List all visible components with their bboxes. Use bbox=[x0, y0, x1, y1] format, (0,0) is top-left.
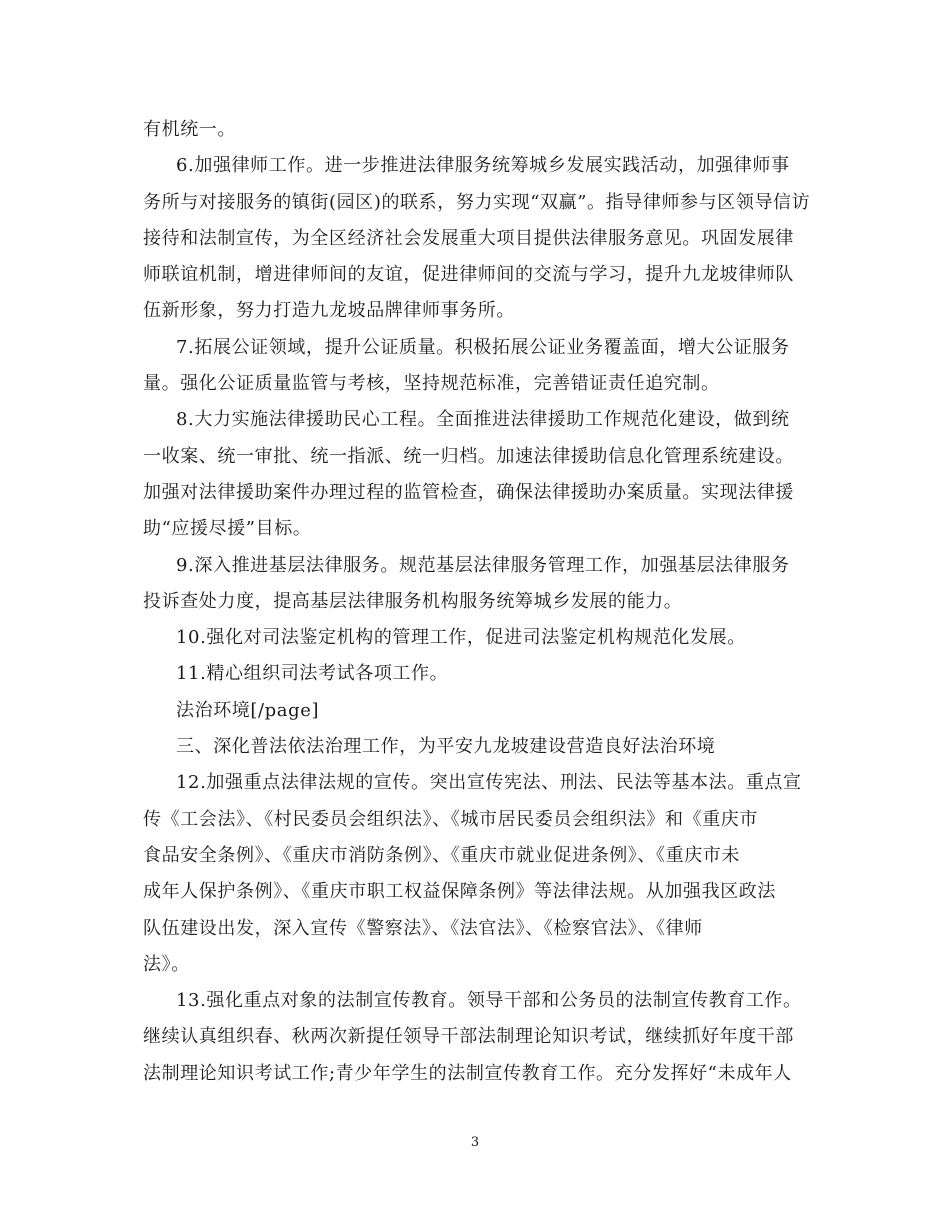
text-line: 10.强化对司法鉴定机构的管理工作，促进司法鉴定机构规范化发展。 bbox=[176, 627, 746, 649]
text-line: 6.加强律师工作。进一步推进法律服务统筹城乡发展实践活动，加强律师事 bbox=[176, 155, 790, 177]
document-body bbox=[143, 112, 811, 1092]
text-line: 12.加强重点法律法规的宣传。突出宣传宪法、刑法、民法等基本法。重点宣 bbox=[176, 772, 802, 794]
text-line: 7.拓展公证领域，提升公证质量。积极拓展公证业务覆盖面，增大公证服务 bbox=[176, 336, 790, 358]
page-number: 3 bbox=[470, 1135, 480, 1150]
text-line: 法制理论知识考试工作;青少年学生的法制宣传教育工作。充分发挥好“未成年人 bbox=[143, 1062, 792, 1084]
text-line: 法》。 bbox=[143, 953, 190, 975]
text-line: 量。强化公证质量监管与考核，坚持规范标准，完善错证责任追究制。 bbox=[143, 373, 720, 395]
text-line: 8.大力实施法律援助民心工程。全面推进法律援助工作规范化建设，做到统 bbox=[176, 409, 790, 431]
text-line: 有机统一。 bbox=[143, 119, 236, 140]
text-line: 接待和法制宣传，为全区经济社会发展重大项目提供法律服务意见。巩固发展律 bbox=[143, 227, 794, 249]
text-line: 师联谊机制，增进律师间的友谊，促进律师间的交流与学习，提升九龙坡律师队 bbox=[143, 264, 794, 286]
text-line: 伍新形象，努力打造九龙坡品牌律师事务所。 bbox=[143, 300, 515, 322]
text-line: 13.强化重点对象的法制宣传教育。领导干部和公务员的法制宣传教育工作。 bbox=[176, 990, 802, 1012]
text-line: 食品安全条例》、《重庆市消防条例》、《重庆市就业促进条例》、《重庆市未 bbox=[143, 844, 740, 866]
text-line: 一收案、统一审批、统一指派、统一归档。加速法律援助信息化管理系统建设。 bbox=[143, 445, 794, 467]
text-line: 加强对法律援助案件办理过程的监管检查，确保法律援助办案质量。实现法律援 bbox=[143, 481, 794, 503]
text-line: 成年人保护条例》、《重庆市职工权益保障条例》等法律法规。从加强我区政法 bbox=[143, 881, 776, 903]
text-line: 法治环境[/page] bbox=[176, 699, 320, 721]
text-line: 继续认真组织春、秋两次新提任领导干部法制理论知识考试，继续抓好年度干部 bbox=[143, 1026, 794, 1048]
section-heading: 三、深化普法依法治理工作，为平安九龙坡建设营造良好法治环境 bbox=[176, 736, 716, 758]
text-line: 投诉查处力度，提高基层法律服务机构服务统筹城乡发展的能力。 bbox=[143, 590, 683, 612]
text-line: 11.精心组织司法考试各项工作。 bbox=[176, 663, 449, 685]
text-line: 队伍建设出发，深入宣传《警察法》、《法官法》、《检察官法》、《律师 bbox=[143, 917, 703, 939]
text-line: 9.深入推进基层法律服务。规范基层法律服务管理工作，加强基层法律服务 bbox=[176, 554, 790, 576]
text-line: 助“应援尽援”目标。 bbox=[143, 518, 312, 540]
text-line: 传《工会法》、《村民委员会组织法》、《城市居民委员会组织法》和《重庆市 bbox=[143, 808, 758, 830]
text-line: 务所与对接服务的镇街(园区)的联系，努力实现“双赢”。指导律师参与区领导信访 bbox=[143, 191, 811, 213]
